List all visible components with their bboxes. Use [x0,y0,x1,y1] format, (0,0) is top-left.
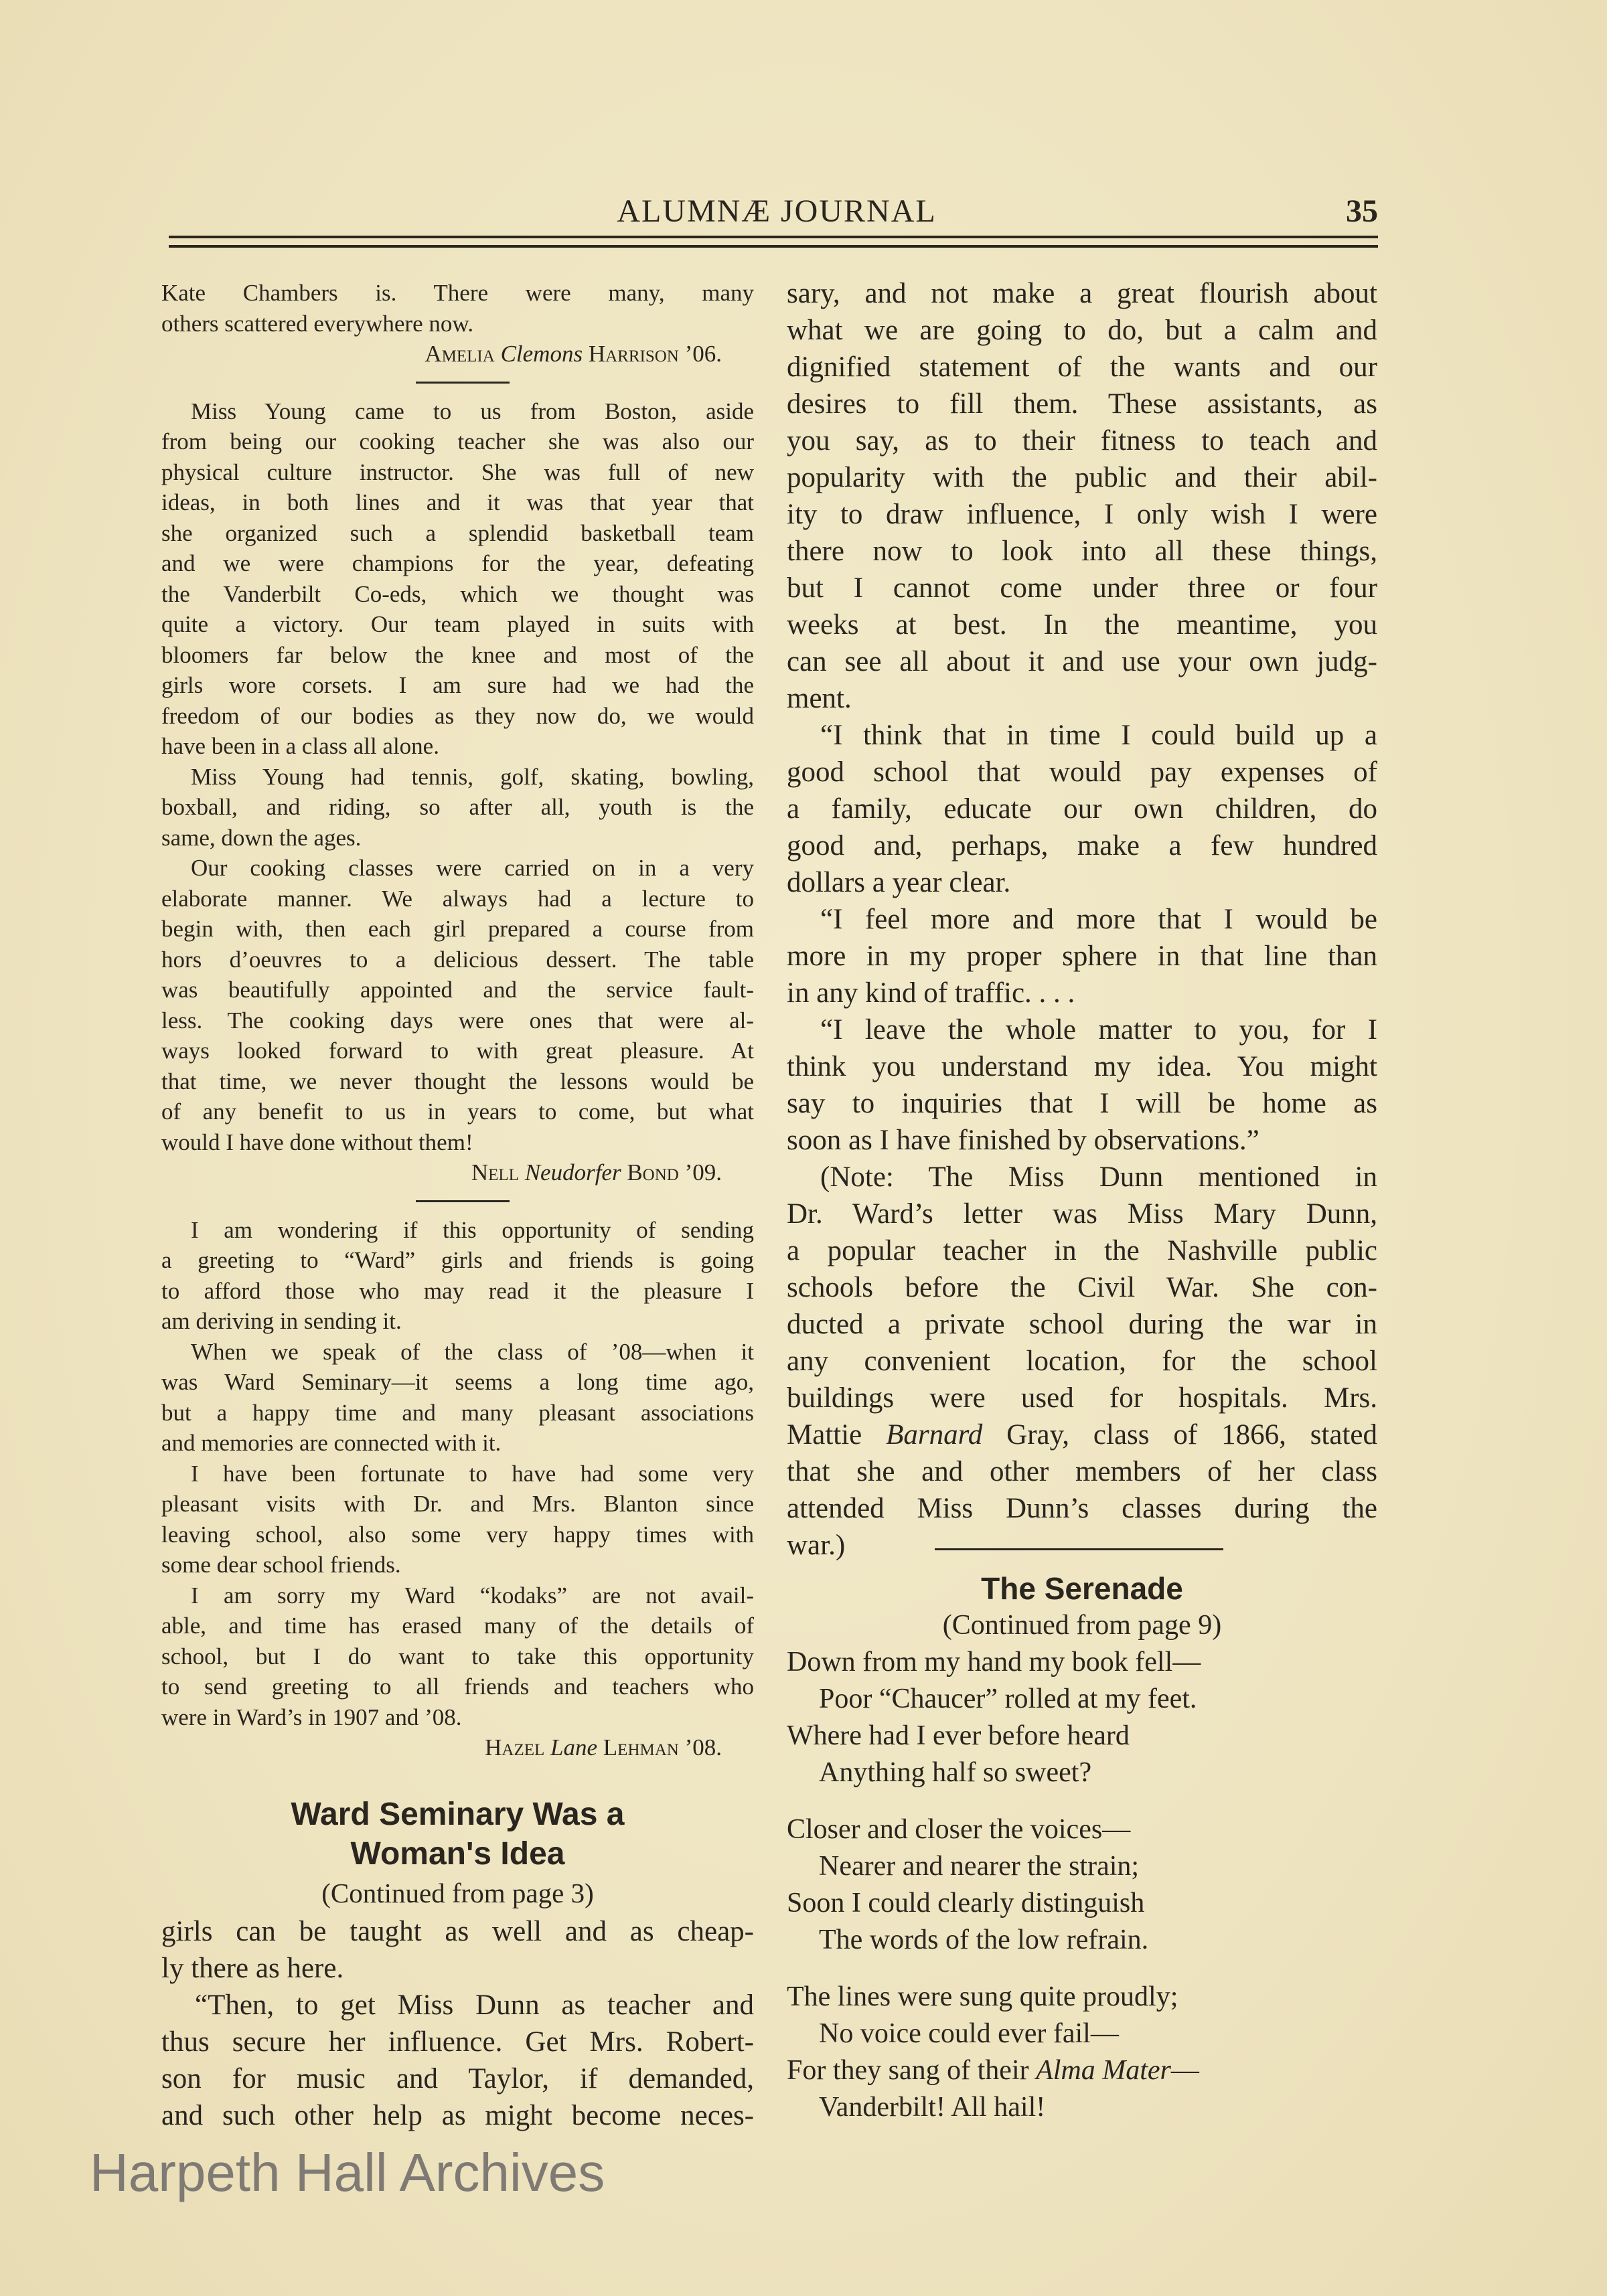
paragraph [161,1459,754,1580]
text-line: No voice could ever fail— [819,2018,1119,2049]
text-line: Nearer and nearer the strain; [819,1851,1140,1882]
text-line: you say, as to their fitness to teach and [787,425,1377,457]
text-line: “I leave the whole matter to you, for I [820,1014,1377,1046]
journal-title: ALUMNÆ JOURNAL [617,193,937,229]
header-rule-top [169,236,1378,238]
text-line: leaving school, also some very happy times with [161,1521,754,1548]
text-line: same, down the ages. [161,824,362,851]
author-first-name: Amelia [425,341,495,367]
class-year: ’08. [678,1734,722,1760]
paragraph [161,1580,754,1733]
text-line: Miss Young came to us from Boston, aside [191,398,754,424]
author-maiden-name: Clemons [500,341,583,367]
author-signature [161,339,754,370]
text-line: weeks at best. In the meantime, you [787,609,1377,641]
archive-watermark: Harpeth Hall Archives [90,2143,605,2202]
text-line: I am wondering if this opportunity of sending [191,1216,754,1243]
paragraph [161,1215,754,1337]
text-line: desires to fill them. These assistants, as [787,388,1377,420]
text-line: Down from my hand my book fell— [787,1647,1201,1677]
paragraph [161,396,754,762]
section-divider [161,370,754,396]
text-line: ducted a private school during the war in [787,1309,1377,1340]
section-divider [161,1188,754,1215]
text-line: of any benefit to us in years to come, but what [161,1098,754,1125]
text-line: When we speak of the class of ’08—when it [191,1338,754,1365]
paragraph [161,853,754,1157]
text-line: hors d’oeuvres to a delicious dessert. The table [161,946,754,973]
author-first-name: Hazel [485,1734,545,1760]
text-line: sary, and not make a great flourish about [787,278,1377,309]
text-line: more in my proper sphere in that line than [787,940,1377,972]
poem-title: The Serenade [981,1571,1183,1606]
paragraph [161,1337,754,1459]
text-line: (Note: The Miss Dunn mentioned in [820,1161,1377,1193]
text-line: elaborate manner. We always had a lecture to [161,885,754,912]
text-line: some dear school friends. [161,1552,401,1578]
text-span: Mattie [787,1419,887,1451]
text-span: For they sang of their [787,2055,1037,2086]
header-rule-bottom [169,245,1378,248]
poem-stanza [787,1644,1377,1791]
text-line: The lines were sung quite proudly; [787,1981,1178,2012]
paragraph [787,275,1377,717]
author-signature [161,1157,754,1188]
text-line: good and, perhaps, make a few hundred [787,830,1377,862]
paragraph [161,1913,754,1987]
text-line: Where had I ever before heard [787,1720,1130,1751]
text-line: I am sorry my Ward “kodaks” are not avail- [191,1582,754,1609]
text-line: “I think that in time I could build up a [820,720,1377,751]
text-line: in any kind of traffic. . . . [787,977,1075,1009]
alumnae-letters [161,278,754,1763]
text-line: popularity with the public and their abil- [787,462,1377,493]
class-year: ’06. [678,341,722,367]
paragraph [161,762,754,853]
text-line: ly there as here. [161,1952,344,1984]
class-year: ’09. [678,1159,722,1185]
text-line: “Then, to get Miss Dunn as teacher and [195,1989,754,2021]
text-line: a greeting to “Ward” girls and friends is going [161,1247,754,1273]
text-line: dollars a year clear. [787,867,1011,898]
text-line: girls wore corsets. I am sure had we had the [161,672,754,698]
text-line: soon as I have finished by observations.” [787,1125,1259,1156]
text-line: she organized such a splendid basketball team [161,519,754,546]
text-line: what we are going to do, but a calm and [787,315,1377,346]
paragraph [787,901,1377,1011]
italic-text: Barnard [886,1419,983,1451]
author-signature [161,1732,754,1763]
text-line: a popular teacher in the Nashville public [787,1235,1377,1266]
ward-article-continued [787,275,1377,1564]
text-line: Dr. Ward’s letter was Miss Mary Dunn, [787,1198,1377,1230]
text-line: that time, we never thought the lessons would be [161,1068,754,1094]
text-line: less. The cooking days were ones that were al- [161,1007,754,1034]
text-line: freedom of our bodies as they now do, we would [161,702,754,729]
text-line: buildings were used for hospitals. Mrs. [787,1382,1377,1414]
page-number: 35 [1346,193,1378,229]
text-line: would I have done without them! [161,1129,473,1155]
text-line: Poor “Chaucer” rolled at my feet. [819,1684,1197,1714]
text-line: ity to draw influence, I only wish I were [787,499,1377,530]
text-line: quite a victory. Our team played in suits with [161,611,754,637]
serenade-poem [787,1570,1377,2126]
article-heading: Ward Seminary Was a [291,1796,625,1832]
ward-seminary-article [161,1795,754,2134]
text-line: and such other help as might become neces- [161,2099,754,2131]
text-line: “I feel more and more that I would be [820,904,1377,935]
continued-note: (Continued from page 9) [942,1610,1222,1641]
text-line [787,2052,1377,2089]
text-line: think you understand my idea. You might [787,1051,1377,1082]
author-last-name: Lehman [603,1734,679,1760]
author-maiden-name: Neudorfer [524,1159,621,1185]
text-line: a family, educate our own children, do [787,793,1377,825]
text-line: to afford those who may read it the pleasure I [161,1277,754,1304]
text-span: Gray, class of 1866, stated [982,1419,1377,1451]
poem-stanza [787,1811,1377,1959]
text-line: I have been fortunate to have had some very [191,1460,754,1487]
section-divider [935,1548,1223,1550]
text-line: that she and other members of her class [787,1456,1377,1487]
paragraph [161,278,754,339]
text-line: dignified statement of the wants and our [787,351,1377,383]
text-line: Anything half so sweet? [819,1757,1092,1788]
text-line: was Ward Seminary—it seems a long time ago, [161,1369,754,1395]
text-line: and we were champions for the year, defeating [161,550,754,576]
text-line: to send greeting to all friends and teachers who [161,1673,754,1700]
text-line: Vanderbilt! All hail! [819,2092,1046,2123]
italic-text: Alma Mater [1036,2055,1171,2086]
text-line: any convenient location, for the school [787,1345,1377,1377]
author-last-name: Harrison [588,341,679,367]
text-line: school, but I do want to take this opportunity [161,1643,754,1669]
text-line: Our cooking classes were carried on in a very [191,855,754,881]
text-line: can see all about it and use your own judg- [787,646,1377,677]
text-line: Miss Young had tennis, golf, skating, bowling, [191,763,754,790]
text-line: bloomers far below the knee and most of the [161,641,754,668]
text-line: thus secure her influence. Get Mrs. Robert- [161,2026,754,2058]
text-line [787,1416,1377,1453]
text-line: schools before the Civil War. She con- [787,1272,1377,1303]
text-line: able, and time has erased many of the details of [161,1613,754,1639]
text-line: ment. [787,683,852,714]
author-maiden-name: Lane [550,1734,598,1760]
article-heading: Woman's Idea [350,1835,565,1872]
text-line: were in Ward’s in 1907 and ’08. [161,1704,462,1730]
text-line: am deriving in sending it. [161,1308,402,1334]
text-line: attended Miss Dunn’s classes during the [787,1493,1377,1524]
text-line: but a happy time and many pleasant associations [161,1399,754,1426]
text-line: The words of the low refrain. [819,1924,1149,1955]
right-column [787,275,1377,2146]
text-line: pleasant visits with Dr. and Mrs. Blanton since [161,1491,754,1517]
text-line: son for music and Taylor, if demanded, [161,2062,754,2095]
left-column [161,278,754,2134]
text-line: physical culture instructor. She was full of new [161,459,754,485]
continued-note: (Continued from page 3) [321,1877,594,1908]
text-line: the Vanderbilt Co-eds, which we thought was [161,580,754,607]
text-line: have been in a class all alone. [161,733,439,759]
text-line: say to inquiries that I will be home as [787,1088,1377,1119]
paragraph [787,1159,1377,1564]
paragraph [787,1011,1377,1159]
poem-stanza [787,1979,1377,2126]
text-line: Kate Chambers is. There were many, many [161,280,754,306]
text-line: girls can be taught as well and as cheap- [161,1915,754,1947]
text-line: ways looked forward to with great pleasure. At [161,1038,754,1064]
text-line: Soon I could clearly distinguish [787,1888,1145,1918]
paragraph [787,717,1377,901]
paragraph [161,1987,754,2134]
text-line: was beautifully appointed and the service fault- [161,977,754,1003]
text-line: from being our cooking teacher she was also our [161,428,754,455]
author-last-name: Bond [627,1159,679,1185]
author-first-name: Nell [471,1159,519,1185]
text-line: begin with, then each girl prepared a course from [161,916,754,942]
text-line: but I cannot come under three or four [787,572,1377,604]
text-line: there now to look into all these things, [787,536,1377,567]
article-body [161,1913,754,2134]
text-line: war.) [787,1530,846,1561]
text-line: Closer and closer the voices— [787,1814,1131,1845]
text-line: ideas, in both lines and it was that year that [161,489,754,515]
text-span: — [1170,2055,1199,2086]
text-line: good school that would pay expenses of [787,756,1377,788]
text-line: others scattered everywhere now. [161,310,474,337]
text-line: boxball, and riding, so after all, youth is the [161,794,754,820]
text-line: and memories are connected with it. [161,1430,502,1456]
